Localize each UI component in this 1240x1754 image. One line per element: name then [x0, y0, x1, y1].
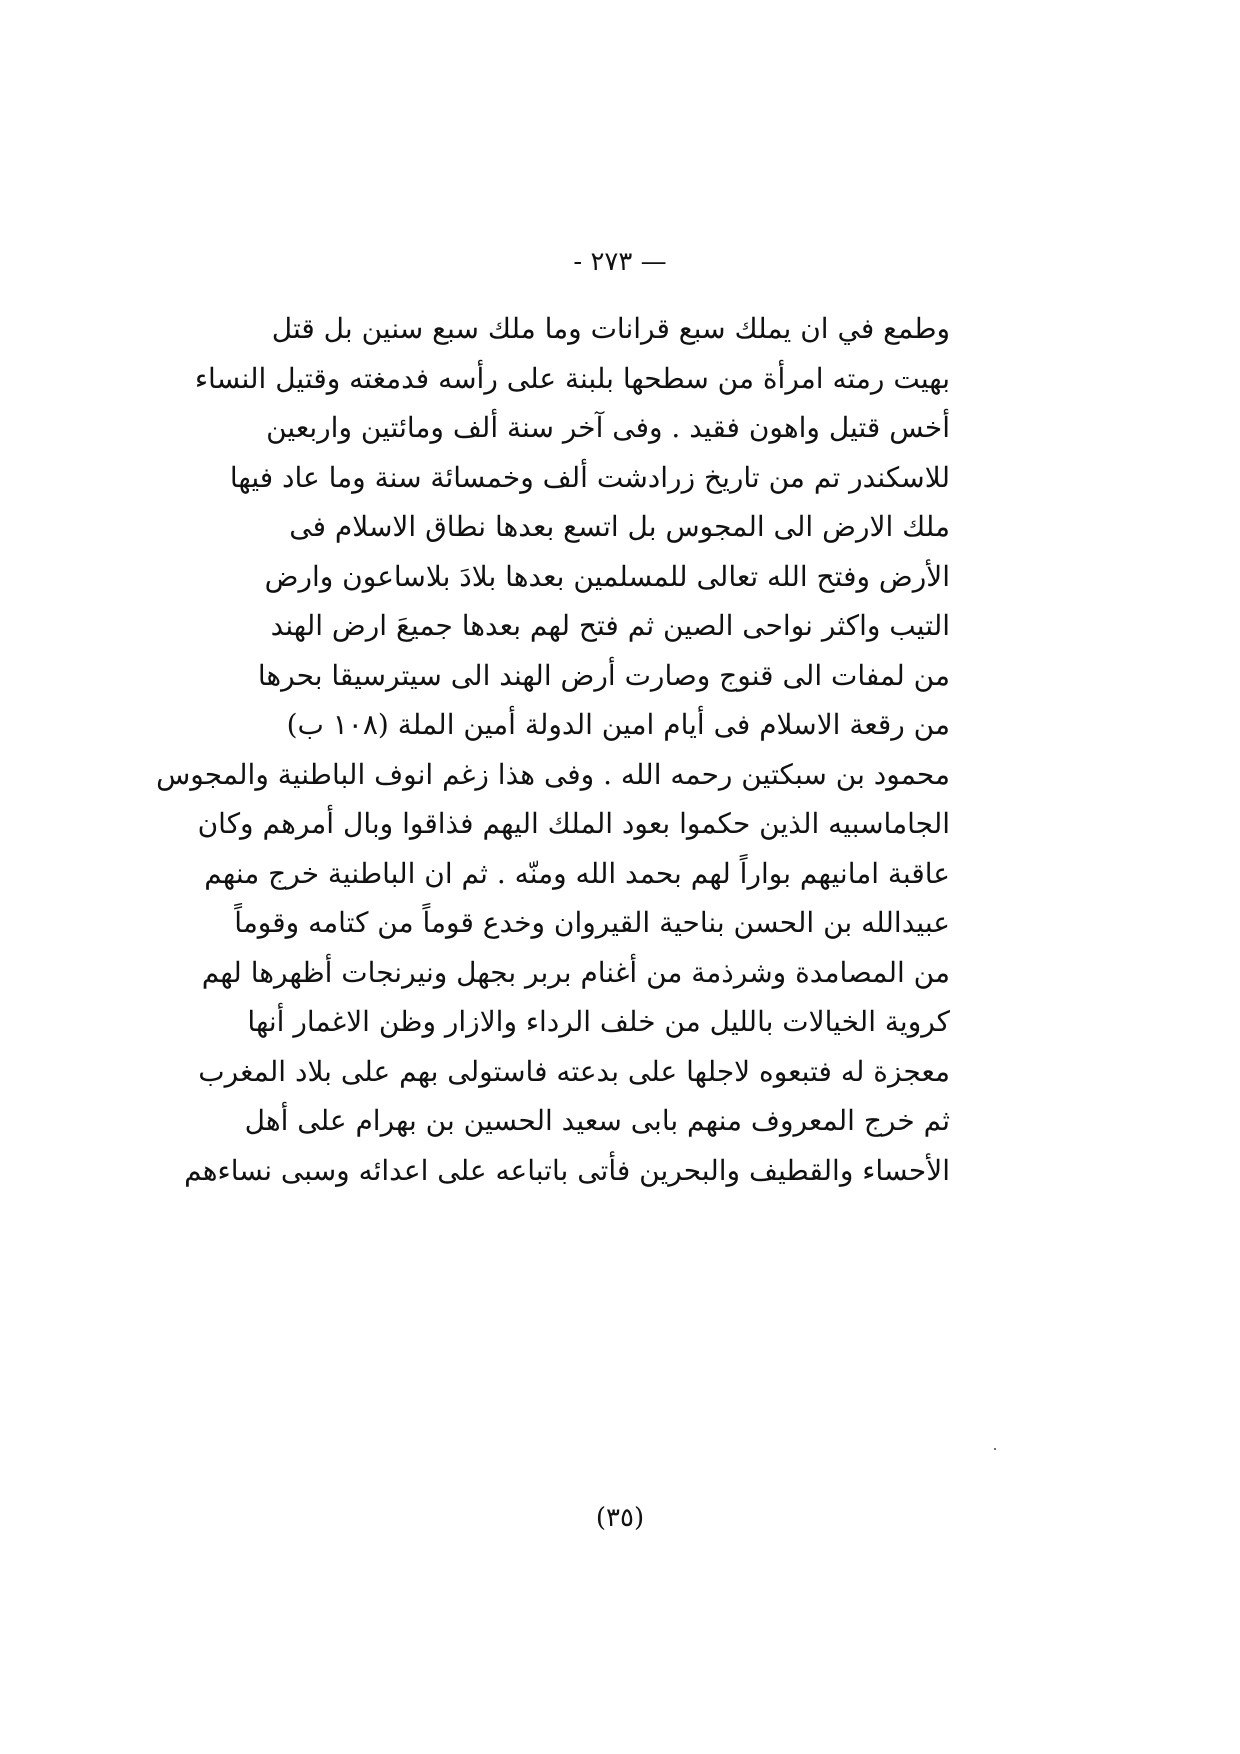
text-line: كروية الخيالات بالليل من خلف الرداء والازار وظن الاغمار أنها [247, 1005, 950, 1038]
text-line: وطمع في ان يملك سبع قرانات وما ملك سبع سنين بل قتل [271, 312, 950, 345]
text-line: ملك الارض الى المجوس بل اتسع بعدها نطاق الاسلام فى [289, 510, 950, 543]
text-line: عاقبة امانيهم بواراً لهم بحمد الله ومنّه . ثم ان الباطنية خرج منهم [204, 856, 950, 890]
text-line: معجزة له فتبعوه لاجلها على بدعته فاستولى بهم على بلاد المغرب [198, 1054, 950, 1088]
text-line: أخس قتيل واهون فقيد . وفى آخر سنة ألف ومائتين واربعين [266, 411, 950, 444]
text-line: محمود بن سبكتين رحمه الله . وفى هذا زغم انوف الباطنية والمجوس [156, 757, 950, 791]
text-line: للاسكندر تم من تاريخ زرادشت ألف وخمسائة سنة وما عاد فيها [229, 460, 950, 494]
scan-speck [994, 1448, 996, 1450]
text-line: الجاماسبيه الذين حكموا بعود الملك اليهم فذاقوا وبال أمرهم وكان [197, 807, 950, 840]
text-line: الأحساء والقطيف والبحرين فأتى باتباعه على اعدائه وسبى نساءهم [184, 1153, 950, 1187]
body-text [156, 304, 950, 1195]
text-line: بهيت رمته امرأة من سطحها بلبنة على رأسه فدمغته وقتيل النساء [194, 361, 950, 395]
text-line: ثم خرج المعروف منهم بابى سعيد الحسين بن بهرام على أهل [244, 1104, 950, 1137]
text-line: الأرض وفتح الله تعالى للمسلمين بعدها بلادَ بلاساعون وارض [264, 559, 950, 593]
text-line: التيب واكثر نواحى الصين ثم فتح لهم بعدها جميعَ ارض الهند [270, 609, 950, 642]
page-number: — ٢٧٣ - [573, 247, 667, 277]
signature-number: (٣٥) [595, 1503, 645, 1533]
text-line: من المصامدة وشرذمة من أغنام بربر بجهل ونيرنجات أظهرها لهم [201, 955, 950, 989]
text-line: من رقعة الاسلام فى أيام امين الدولة أمين الملة (١٠٨ ب) [286, 708, 950, 741]
text-line: عبيدالله بن الحسن بناحية القيروان وخدع قوماً من كتامه وقوماً [234, 906, 950, 939]
text-line: من لمفات الى قنوج وصارت أرض الهند الى سيترسيقا بحرها [257, 658, 950, 692]
